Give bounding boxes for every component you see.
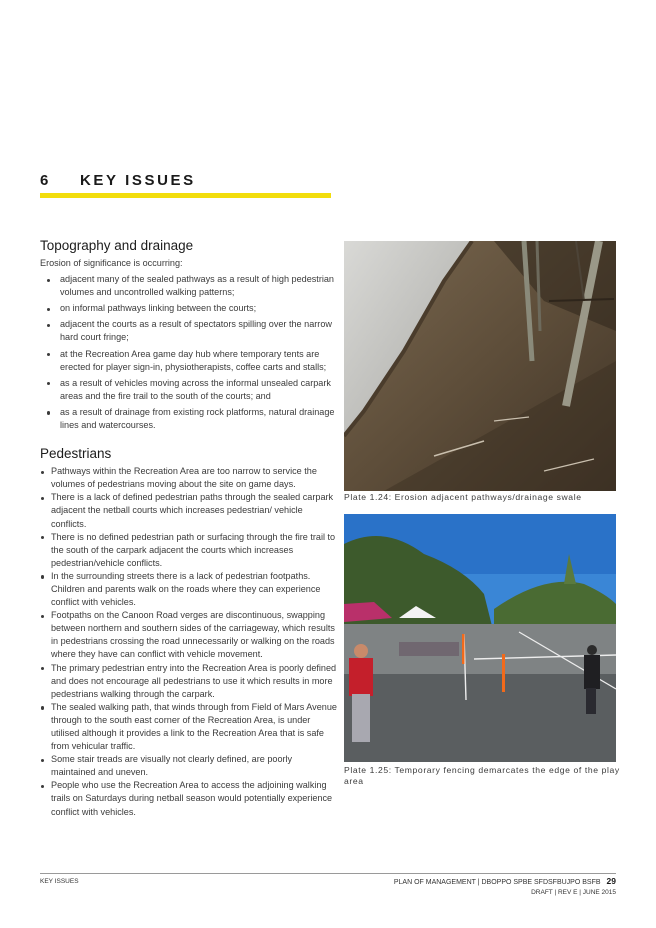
list-item: There is no defined pedestrian path or surfacing through the fire trail to the south of the carpark adjacent the courts which increases pedestrian/vehicle conflicts. <box>40 531 337 570</box>
pedestrians-list <box>40 465 337 819</box>
list-item: Some stair treads are visually not clearly defined, are poorly maintained and uneven. <box>40 753 337 779</box>
plate-1-25-caption: Plate 1.25: Temporary fencing demarcates the edge of the play area <box>344 765 620 786</box>
footer-section-label: KEY ISSUES <box>40 878 79 885</box>
page-number: 29 <box>606 876 616 886</box>
list-item: Footpaths on the Canoon Road verges are discontinuous, swapping between northern and southern sides of the carriageway, which results in pedestrians crossing the road unnecessarily or walking on the roads where they have can conflict with vehicle movement. <box>40 609 337 661</box>
plate-erosion-photo <box>344 241 616 491</box>
list-item: The primary pedestrian entry into the Recreation Area is poorly defined and does not encourage all pedestrians to use it which results in more pedestrians walking through the carpark. <box>40 662 337 701</box>
chapter-number: 6 <box>40 172 51 189</box>
list-item: There is a lack of defined pedestrian paths through the sealed carpark adjacent the netball courts which increases pedestrian/ vehicle conflicts. <box>40 491 337 530</box>
erosion-photo-illustration <box>344 241 616 491</box>
list-item: at the Recreation Area game day hub where temporary tents are erected for player sign-in, physiotherapists, coffee carts and stalls; <box>40 348 337 374</box>
list-item: Pathways within the Recreation Area are too narrow to service the volumes of pedestrians moving about the site on game days. <box>40 465 337 491</box>
fencing-photo-illustration <box>344 514 616 762</box>
erosion-list <box>40 273 337 432</box>
list-item: on informal pathways linking between the courts; <box>40 302 337 315</box>
body-text-column <box>40 238 337 819</box>
footer-document-info <box>394 876 616 898</box>
footer-document-title: PLAN OF MANAGEMENT | DBOPPO SPBE SFDSFBUJPO BSFB <box>393 879 601 886</box>
plate-fencing-photo <box>344 514 616 762</box>
plate-1-24-caption: Plate 1.24: Erosion adjacent pathways/drainage swale <box>344 492 582 502</box>
chapter-underline <box>40 193 331 198</box>
topography-heading: Topography and drainage <box>40 238 194 253</box>
topography-intro: Erosion of significance is occurring: <box>40 258 183 268</box>
list-item: The sealed walking path, that winds through from Field of Mars Avenue through to the south east corner of the Recreation Area, is under utilised although it provides a link to the Recreation Area that is safe from vehicular traffic. <box>40 701 337 753</box>
list-item: as a result of vehicles moving across the informal unsealed carpark areas and the fire trail to the south of the courts; and <box>40 377 337 403</box>
list-item: as a result of drainage from existing rock platforms, natural drainage lines and watercourses. <box>40 406 337 432</box>
list-item: adjacent the courts as a result of spectators spilling over the narrow hard court fringe; <box>40 318 337 344</box>
pedestrians-heading: Pedestrians <box>40 446 112 462</box>
list-item: adjacent many of the sealed pathways as a result of high pedestrian volumes and uncontrolled walking patterns; <box>40 273 337 299</box>
chapter-heading <box>40 172 196 189</box>
footer-divider <box>40 873 616 874</box>
chapter-title: KEY ISSUES <box>80 172 196 189</box>
list-item: In the surrounding streets there is a lack of pedestrian footpaths. Children and parents walk on the roads where they can experience conflict with vehicles. <box>40 570 337 609</box>
list-item: People who use the Recreation Area to access the adjoining walking trails on Saturdays during netball season would potentially experience conflict with vehicles. <box>40 779 337 818</box>
footer-revision: DRAFT | REV E | JUNE 2015 <box>531 889 616 896</box>
